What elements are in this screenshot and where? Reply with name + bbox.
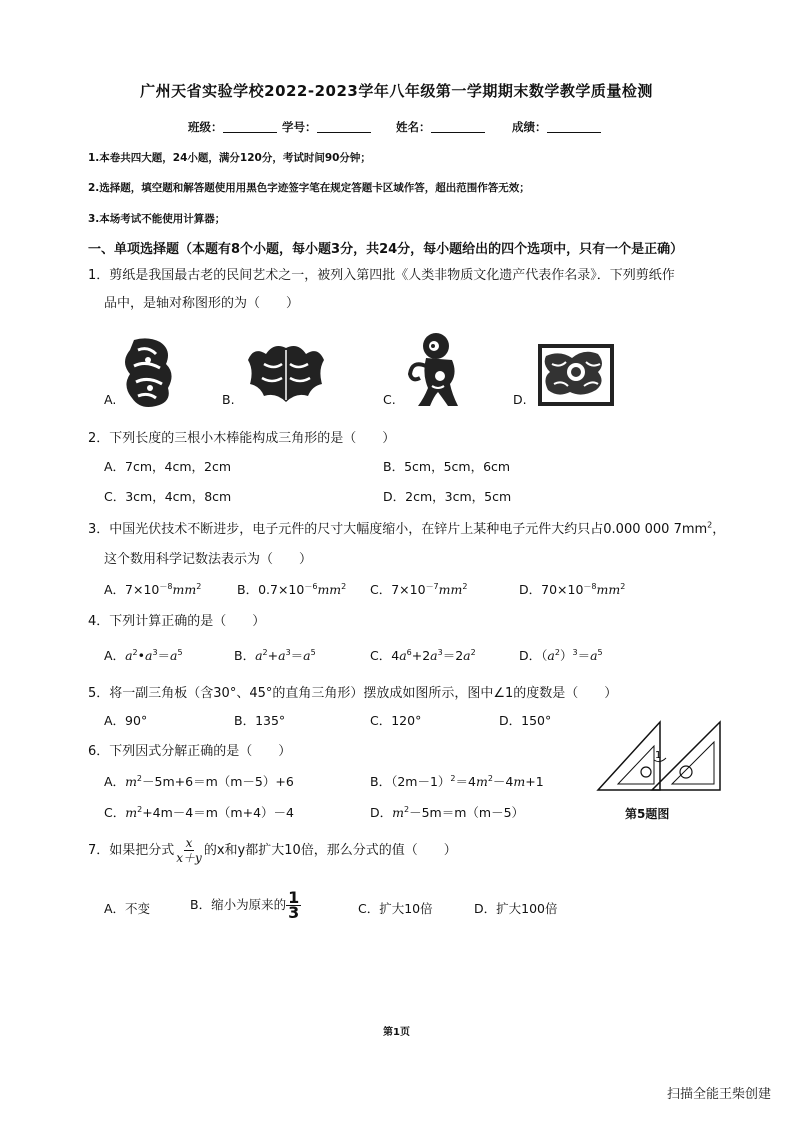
q5-option-a: A．90° (104, 713, 148, 728)
note-3: 3.本场考试不能使用计算器； (88, 213, 226, 225)
q5-option-c: C．120° (370, 713, 422, 728)
section-heading: 一、单项选择题（本题有8个小题，每小题3分，共24分，每小题给出的四个选项中，只有一个是正确） (88, 242, 684, 257)
note-2: 2.选择题，填空题和解答题使用用黑色字迹签字笔在规定答题卡区域作答，超出范围作答无效； (88, 182, 530, 194)
q2-option-a: A．7cm，4cm，2cm (104, 459, 232, 474)
q3-option-a: A．$7\times 10^{-8}mm^2$ (104, 581, 202, 597)
q1-option-b-label: B. (222, 392, 235, 407)
q6-option-a: A．$m^2-5m+6=m(m-5)+6$ (104, 773, 294, 789)
q5-stem: 5．将一副三角板（含30°、45°的直角三角形）摆放成如图所示，图中∠1的度数是（ ） (88, 686, 618, 701)
q5-angle-label: 1 (655, 750, 662, 761)
q5-option-b: B．135° (234, 713, 286, 728)
q2-stem: 2．下列长度的三根小木棒能构成三角形的是（ ） (88, 431, 396, 446)
q7-option-a: A．不变 (104, 901, 151, 916)
q6-option-c: C．$m^2+4m-4=m(m+4)-4$ (104, 804, 294, 820)
q7-option-c: C．扩大10倍 (358, 901, 433, 916)
q4-option-d: D．$(a^2)^3=a^5$ (519, 647, 603, 663)
q2-option-b: B．5cm，5cm，6cm (383, 459, 511, 474)
papercut-d-image (536, 342, 616, 408)
page-number: 第1页 (383, 1027, 410, 1038)
papercut-a-image (120, 336, 178, 410)
q1-option-c-label: C. (383, 392, 396, 407)
number-field: 学号： (282, 119, 371, 135)
q2-option-d: D．2cm，3cm，5cm (383, 489, 512, 504)
q3-stem-line1: 3．中国光伏技术不断进步，电子元件的尺寸大幅度缩小，在锌片上某种电子元件大约只占0.000 000 $7mm^2$， (88, 520, 726, 537)
q7-fraction: $\frac{x}{x+y}$ (176, 836, 202, 865)
q1-stem-line2: 品中，是轴对称图形的为（ ） (104, 296, 300, 311)
q7-stem: 7．如果把分式 $\frac{x}{x+y}$ 的x和y都扩大10倍，那么分式的值（ ） (88, 836, 457, 865)
q4-option-a: A．$a^2•a^3=a^5$ (104, 647, 183, 663)
note-1: 1.本卷共四大题，24小题，满分120分，考试时间90分钟； (88, 152, 371, 164)
q4-option-b: B．$a^2+a^3=a^5$ (234, 647, 316, 663)
q2-option-c: C．3cm，4cm，8cm (104, 489, 232, 504)
q6-option-b: B．$(2m-1)^2=4m^2-4m+1$ (370, 773, 544, 789)
scanner-watermark: 扫描全能王柴创建 (666, 1087, 771, 1102)
name-field: 姓名： (396, 119, 485, 135)
q1-option-d-label: D. (513, 392, 527, 407)
q3-stem-line2: 这个数用科学记数法表示为（ ） (104, 552, 313, 567)
q4-stem: 4．下列计算正确的是（ ） (88, 614, 266, 629)
q5-figure-caption: 第5题图 (625, 807, 670, 821)
papercut-c-image (404, 330, 466, 410)
q7-option-b-fraction: $\frac{1}{3}$ (288, 888, 300, 922)
score-field: 成绩： (512, 119, 601, 135)
q6-stem: 6．下列因式分解正确的是（ ） (88, 744, 292, 759)
q5-option-d: D．150° (499, 713, 552, 728)
q3-option-b: B．$0.7\times 10^{-6}mm^2$ (237, 581, 347, 597)
papercut-b-image (244, 340, 328, 406)
exam-title: 广州天省实验学校2022-2023学年八年级第一学期期末数学教学质量检测 (140, 82, 653, 100)
q3-option-d: D．$70\times 10^{-8}mm^2$ (519, 581, 626, 597)
q7-option-b: B．缩小为原来的 $\frac{1}{3}$ (190, 888, 300, 922)
q7-option-d: D．扩大100倍 (474, 901, 558, 916)
class-field: 班级： (188, 119, 277, 135)
q1-stem-line1: 1．剪纸是我国最古老的民间艺术之一，被列入第四批《人类非物质文化遗产代表作名录》．下列剪纸作 (88, 268, 675, 283)
q6-option-d: D．$m^2-5m=m(m-5)$ (370, 804, 525, 820)
q1-option-a-label: A. (104, 392, 117, 407)
q4-option-c: C．$4a^6+2a^3=2a^2$ (370, 647, 476, 663)
q5-triangle-figure (594, 718, 724, 794)
q3-option-c: C．$7\times 10^{-7}mm^2$ (370, 581, 468, 597)
